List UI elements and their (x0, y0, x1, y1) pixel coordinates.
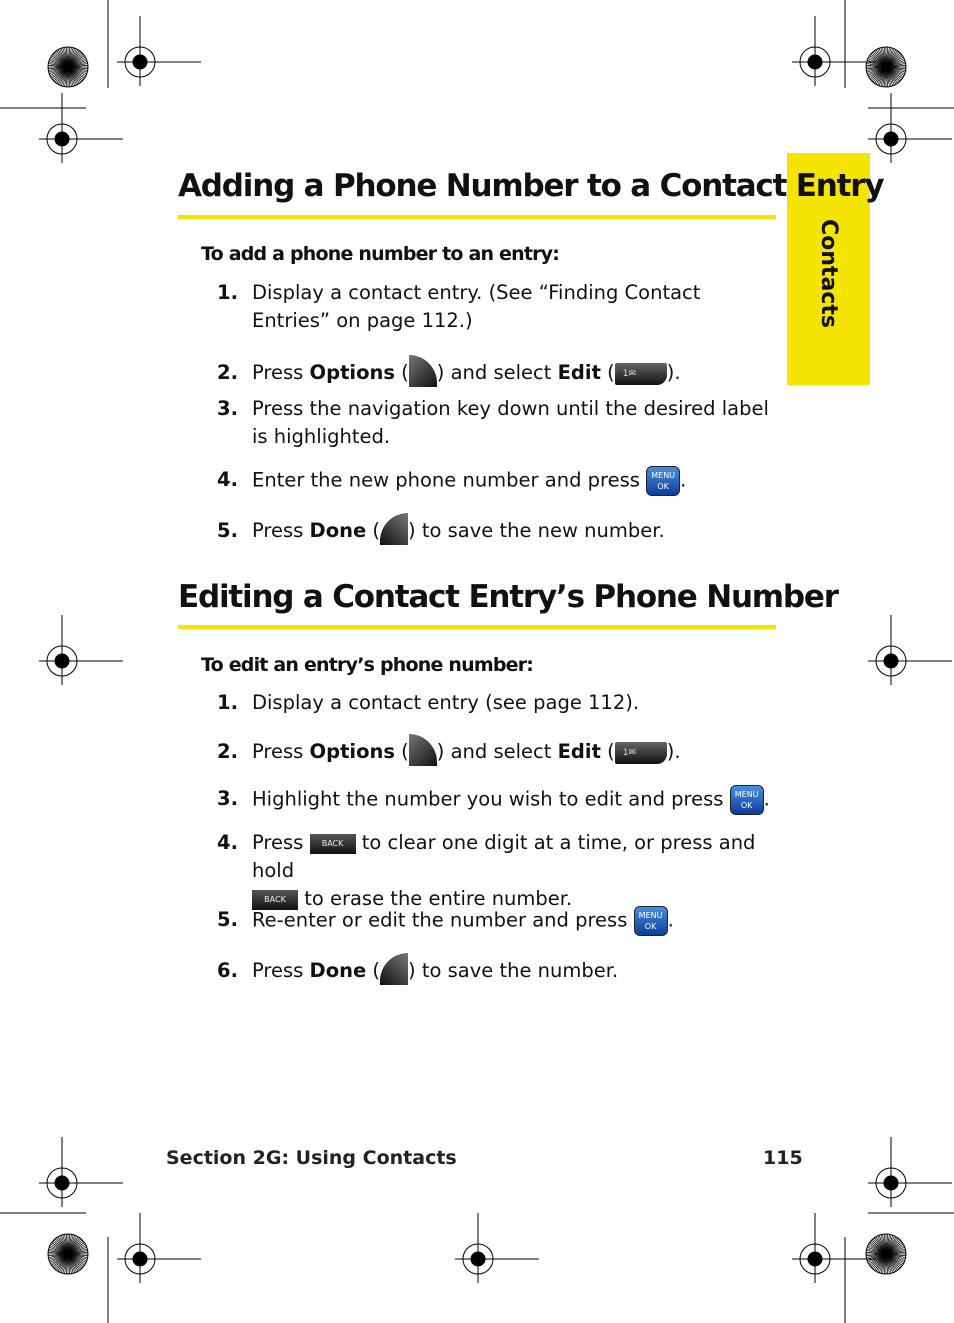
back-key-icon: BACK (252, 890, 298, 910)
menu-ok-key-icon: MENU OK (634, 906, 668, 936)
instruction-heading: To edit an entry’s phone number: (201, 654, 534, 676)
done-key-icon (380, 513, 408, 545)
section-tab: Contacts (787, 153, 870, 385)
done-key-icon (380, 953, 408, 985)
back-key-icon: BACK (310, 834, 356, 854)
manual-page: Contacts Adding a Phone Number to a Contact Entry To add a phone number to an entry: 1. Display a contact entry. (See “Finding Contact Entries” on page 112.) 2. Press Options ( ) and select Edit ( 1✉ ). 3. Press the navigation key down until the desired label is highlighted. 4. Enter the new phone number and press MENU OK . 5. Press Done ( ) to save the new number. Editing a Contact Entry’s Phone Number To edit an entry’s phone number: 1. Display a contact entry (see page 112). 2. Press Options ( ) and select Edit ( 1✉ ). 3. Highlight the number you wish to edit and press MENU OK . 4. Press BACK to clear one digit at a time, or press and hold BACK to erase the entire number. 5. Re-enter or edit the number and press MENU OK . 6. Press Done ( ) to save the number. Section 2G: Using Contacts 115 (0, 0, 954, 1323)
menu-ok-key-icon: MENU OK (646, 466, 680, 496)
edit-key-icon: 1✉ (615, 363, 667, 385)
page-number: 115 (763, 1147, 803, 1169)
options-key-icon (409, 355, 437, 387)
instruction-heading: To add a phone number to an entry: (201, 243, 560, 265)
section-title: Editing a Contact Entry’s Phone Number (178, 579, 838, 615)
title-underline (178, 625, 776, 629)
footer-section: Section 2G: Using Contacts (166, 1147, 457, 1169)
menu-ok-key-icon: MENU OK (730, 785, 764, 815)
edit-key-icon: 1✉ (615, 742, 667, 764)
section-title: Adding a Phone Number to a Contact Entry (178, 168, 884, 204)
options-key-icon (409, 734, 437, 766)
title-underline (178, 215, 776, 219)
